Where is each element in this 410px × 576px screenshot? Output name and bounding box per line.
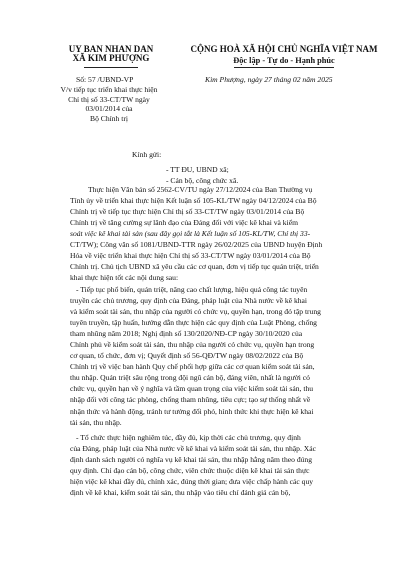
body-paragraph-2 [70,284,390,428]
national-motto: Độc lập - Tự do - Hạnh phúc [233,56,335,65]
national-title: CỘNG HOÀ XÃ HỘI CHỦ NGHĨA VIỆT NAM [190,44,378,54]
body-line: Chính trị về tiếp tục thực hiện Chỉ thị số 33-CT/TW ngày 03/01/2014 của Bộ [70,207,305,217]
body-line: - Tiếp tục phổ biến, quán triệt, nâng cao chất lượng, hiệu quả công tác tuyên [76,285,308,294]
recipient-list [166,164,238,186]
motto-underline [234,67,334,68]
subject-line: 03/01/2014 của [85,104,133,114]
body-line: tài sản, thu nhập. [70,417,122,427]
body-line: chức vụ, quyền hạn về ý nghĩa và tầm quan trọng của việc kiểm soát tài sản, thu [70,384,314,394]
body-line: truyền các chủ trương, quy định của Đảng, pháp luật của Nhà nước về kê khai [70,296,308,306]
body-line: định danh sách người có nghĩa vụ kê khai tài sản, thu nhập hằng năm theo đúng [70,455,313,465]
body-line: Chính trị. Chủ tịch UBND xã yêu cầu các cơ quan, đơn vị tiếp tục quán triệt, triển [70,262,319,272]
body-line: soát việc kê khai tài sản (sau đây gọi tắt là Kết luận số 105-KL/TW, Chỉ thị 33- [70,229,311,239]
org-line-1: UY BAN NHAN DAN [68,44,154,54]
subject-line: V/v tiếp tục triển khai thực hiện [60,85,158,94]
org-underline [84,67,138,68]
body-line: Thực hiện Văn bản số 2562-CV/TU ngày 27/12/2024 của Ban Thường vụ [88,185,313,194]
body-line: Chính trị về việc ban hành Quy chế phối hợp giữa các cơ quan kiểm soát tài sản, [70,362,315,372]
recipient-item: - Cán bộ, công chức xã. [166,176,239,185]
greeting: Kính gửi: [132,150,162,159]
body-line: Tỉnh ủy về triển khai thực hiện Kết luận số 105-KL/TW ngày 04/12/2024 của Bộ [70,196,317,206]
body-line: CT/TW); Công văn số 1081/UBND-TTR ngày 26/02/2025 của UBND huyện Định [70,240,323,250]
body-line: cơ quan, tổ chức, đơn vị; Quyết định số 56-QĐ/TW ngày 08/02/2022 của Bộ [70,351,304,361]
body-line: - Tổ chức thực hiện nghiêm túc, đầy đủ, kịp thời các chủ trương, quy định [76,433,301,442]
document-subject [56,85,162,123]
body-line: thu nhập. Quán triệt sâu rộng trong đội ngũ cán bộ, đảng viên, nhất là người có [70,373,310,383]
body-line: của Đảng, pháp luật của Nhà nước về kê khai và kiểm soát tài sản, thu nhập. Xác [70,444,316,454]
issuing-authority [56,44,166,63]
body-line: khai thực hiện tốt các nội dung sau: [70,273,179,283]
body-line: hiện việc kê khai đầy đủ, chính xác, đúng thời gian; đưa việc chấp hành các quy [70,477,314,487]
body-line: và kiểm soát tài sản, thu nhập của người có chức vụ, quyền hạn, trong đó tập trung [70,307,321,317]
subject-line: Chỉ thị số 33-CT/TW ngày [68,94,150,104]
org-line-2: XÃ KIM PHƯỢNG [72,53,150,63]
recipient-item: - TT ĐU, UBND xã; [166,165,229,174]
subject-line: Bộ Chính trị [90,113,128,123]
body-line: Hóa về việc triển khai thực hiện Chỉ thị số 33-CT/TW ngày 03/01/2014 của Bộ [70,251,311,261]
body-paragraph-1 [70,184,390,283]
document-number: Số: 57 /UBND-VP [76,75,134,84]
body-line: định về kê khai, kiểm soát tài sản, thu nhập vào tiêu chí đánh giá cán bộ, [70,488,291,498]
body-line: Chính phủ về kiểm soát tài sản, thu nhập của người có chức vụ, quyền hạn trong [70,340,315,350]
body-paragraph-3 [70,432,390,498]
body-line: tham nhũng năm 2018; Nghị định số 130/2020/NĐ-CP ngày 30/10/2020 của [70,329,303,339]
place-date: Kim Phượng, ngày 27 tháng 02 năm 2025 [205,75,333,84]
body-line: quy định. Chỉ đạo cán bộ, công chức, viên chức thuộc diện kê khai tài sản thực [70,466,310,476]
body-line: nhập đối với công tác phòng, chống tham nhũng, tiêu cực; tạo sự thống nhất về [70,395,311,405]
body-line: Chính trị về tăng cường sự lãnh đạo của Đảng đối với việc kê khai và kiểm [70,218,298,228]
body-line: nhận thức và hành động, tránh tư tưởng đối phó, hình thức khi thực hiện kê khai [70,406,314,416]
body-line: tuyên truyền, tập huấn, hướng dẫn thực hiện các quy định của Luật Phòng, chống [70,318,317,328]
